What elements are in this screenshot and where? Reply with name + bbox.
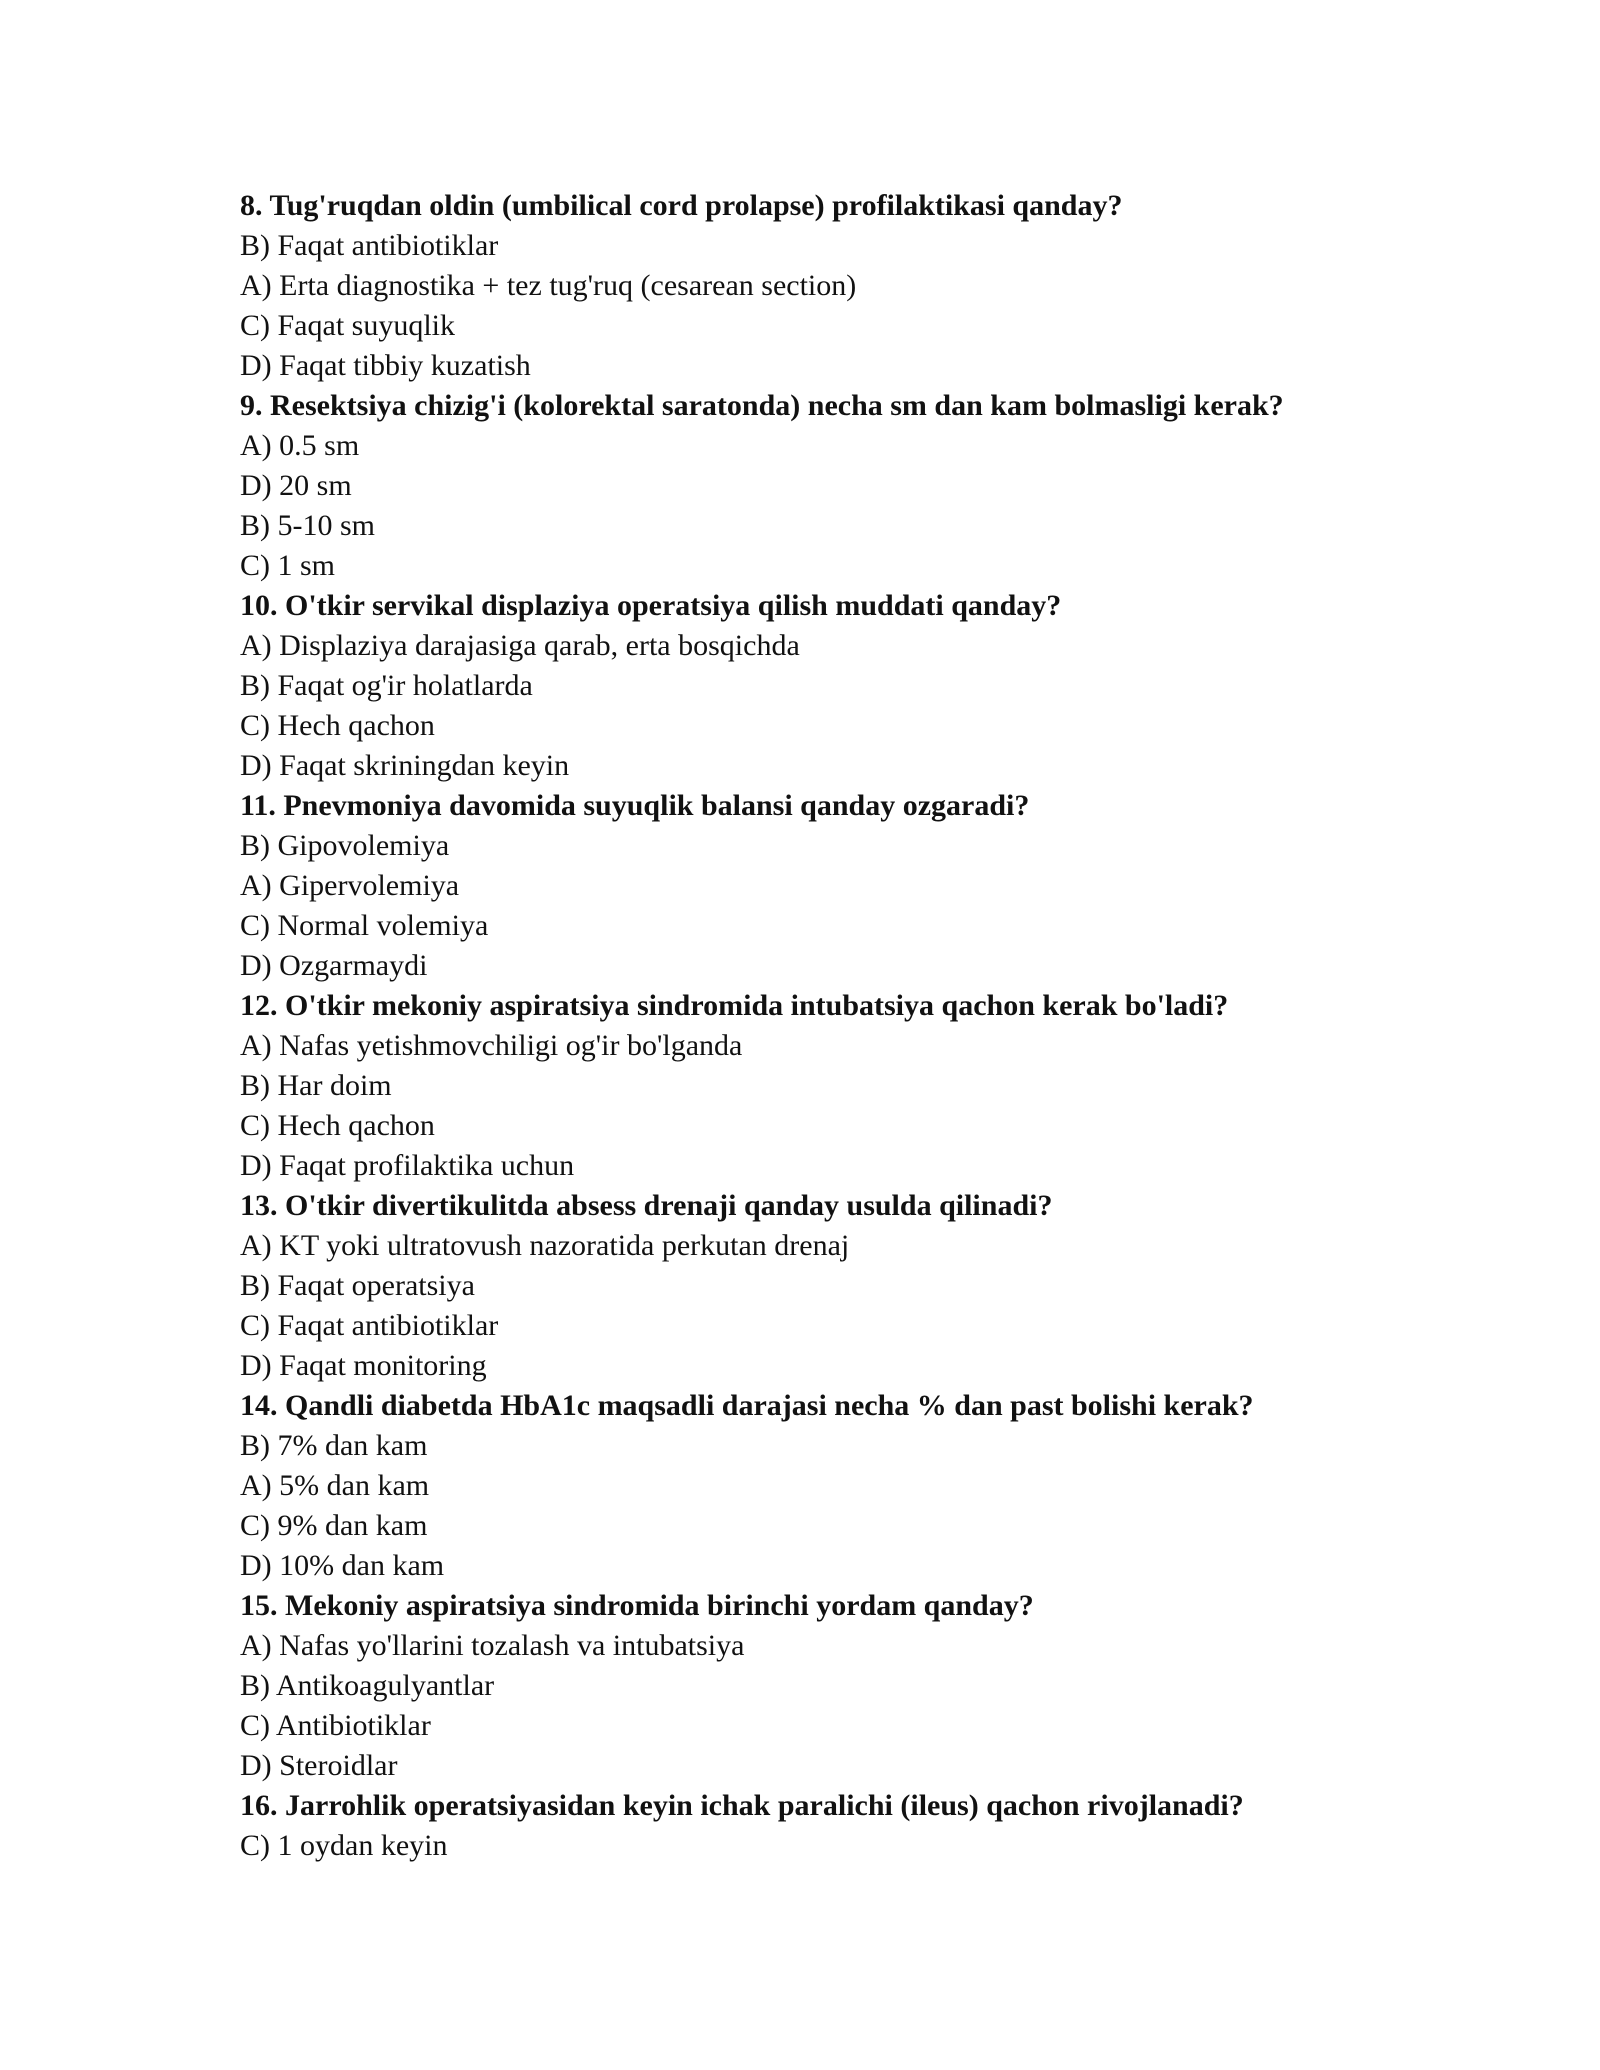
answer-option: C) Antibiotiklar: [240, 1709, 431, 1742]
answer-option: A) Erta diagnostika + tez tug'ruq (cesarean section): [240, 269, 857, 302]
answer-option: A) Displaziya darajasiga qarab, erta bosqichda: [240, 629, 800, 662]
answer-option: C) Normal volemiya: [240, 909, 489, 942]
question-11: [240, 786, 1440, 986]
answer-option: C) Hech qachon: [240, 709, 435, 742]
answer-option: C) Faqat antibiotiklar: [240, 1309, 499, 1342]
question-title: 12. O'tkir mekoniy aspiratsiya sindromida intubatsiya qachon kerak bo'ladi?: [240, 989, 1229, 1022]
question-10: [240, 586, 1440, 786]
answer-option: C) 1 oydan keyin: [240, 1829, 448, 1862]
answer-option: B) Har doim: [240, 1069, 392, 1102]
question-title: 13. O'tkir divertikulitda absess drenaji qanday usulda qilinadi?: [240, 1189, 1053, 1222]
answer-option: B) Faqat operatsiya: [240, 1269, 475, 1302]
answer-option: D) Faqat profilaktika uchun: [240, 1149, 575, 1182]
answer-option: D) Faqat tibbiy kuzatish: [240, 349, 531, 382]
answer-option: A) KT yoki ultratovush nazoratida perkutan drenaj: [240, 1229, 850, 1262]
answer-option: B) Antikoagulyantlar: [240, 1669, 495, 1702]
question-9: [240, 386, 1440, 586]
question-list: [240, 186, 1440, 1866]
answer-option: C) Faqat suyuqlik: [240, 309, 455, 342]
answer-option: C) 1 sm: [240, 549, 336, 582]
answer-option: B) 7% dan kam: [240, 1429, 428, 1462]
answer-option: A) Nafas yo'llarini tozalash va intubatsiya: [240, 1629, 745, 1662]
question-title: 16. Jarrohlik operatsiyasidan keyin ichak paralichi (ileus) qachon rivojlanadi?: [240, 1789, 1244, 1822]
answer-option: A) Nafas yetishmovchiligi og'ir bo'lganda: [240, 1029, 743, 1062]
answer-option: A) 0.5 sm: [240, 429, 360, 462]
answer-option: D) Steroidlar: [240, 1749, 398, 1782]
question-title: 9. Resektsiya chizig'i (kolorektal saratonda) necha sm dan kam bolmasligi kerak?: [240, 389, 1284, 422]
answer-option: D) Faqat skriningdan keyin: [240, 749, 570, 782]
question-title: 11. Pnevmoniya davomida suyuqlik balansi qanday ozgaradi?: [240, 789, 1030, 822]
answer-option: B) Gipovolemiya: [240, 829, 450, 862]
answer-option: A) 5% dan kam: [240, 1469, 430, 1502]
answer-option: B) Faqat og'ir holatlarda: [240, 669, 533, 702]
answer-option: B) Faqat antibiotiklar: [240, 229, 499, 262]
question-16: [240, 1786, 1440, 1866]
question-title: 8. Tug'ruqdan oldin (umbilical cord prolapse) profilaktikasi qanday?: [240, 189, 1123, 222]
question-8: [240, 186, 1440, 386]
answer-option: B) 5-10 sm: [240, 509, 375, 542]
answer-option: C) 9% dan kam: [240, 1509, 428, 1542]
answer-option: C) Hech qachon: [240, 1109, 435, 1142]
answer-option: A) Gipervolemiya: [240, 869, 460, 902]
question-15: [240, 1586, 1440, 1786]
question-title: 14. Qandli diabetda HbA1c maqsadli darajasi necha % dan past bolishi kerak?: [240, 1389, 1254, 1422]
question-title: 15. Mekoniy aspiratsiya sindromida birinchi yordam qanday?: [240, 1589, 1034, 1622]
question-title: 10. O'tkir servikal displaziya operatsiya qilish muddati qanday?: [240, 589, 1062, 622]
answer-option: D) Faqat monitoring: [240, 1349, 487, 1382]
question-13: [240, 1186, 1440, 1386]
question-12: [240, 986, 1440, 1186]
answer-option: D) Ozgarmaydi: [240, 949, 428, 982]
answer-option: D) 10% dan kam: [240, 1549, 445, 1582]
answer-option: D) 20 sm: [240, 469, 352, 502]
question-14: [240, 1386, 1440, 1586]
